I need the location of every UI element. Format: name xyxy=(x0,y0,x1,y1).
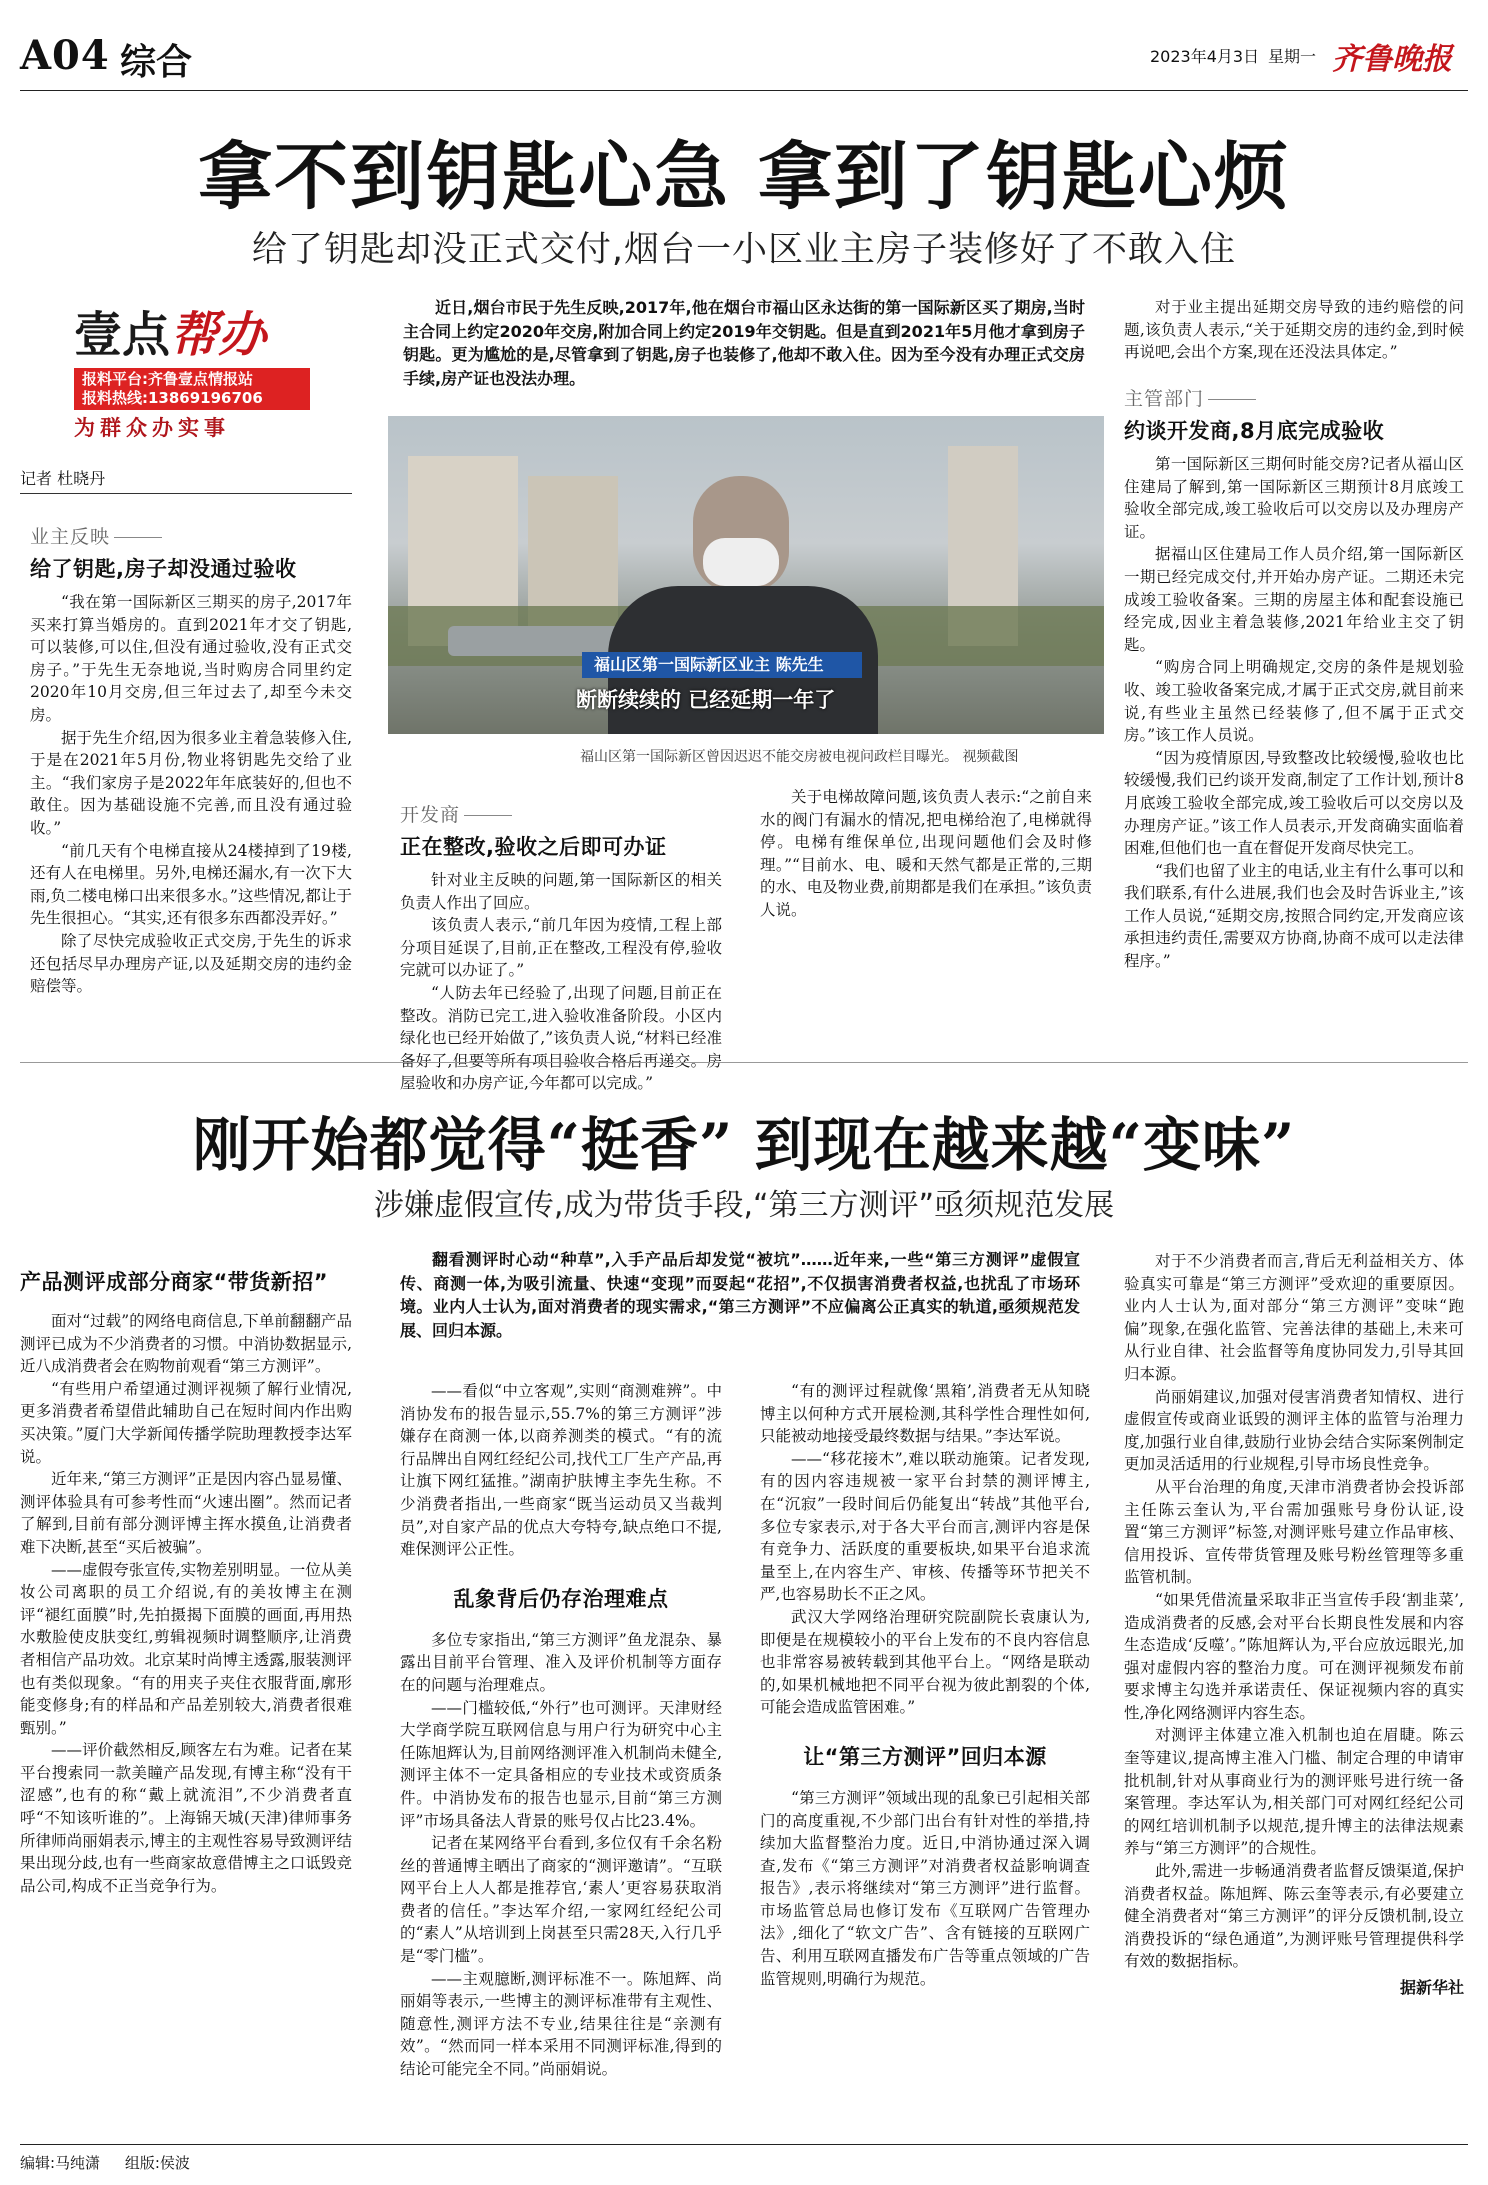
paragraph: 多位专家指出,“第三方测评”鱼龙混杂、暴露出目前平台管理、准入及评价机制等方面存在的问题与治理难点。 xyxy=(400,1630,722,1694)
paragraph: “我在第一国际新区三期买的房子,2017年买来打算当婚房的。直到2021年才交了钥匙,可以装修,可以住,但没有通过验收,没有正式交房子。”于先生无奈地说,当时购房合同里约定2020年10月交房,但三年过去了,却至今未交房。 xyxy=(30,593,352,724)
article2-section-1 xyxy=(20,1262,352,1897)
column-logo xyxy=(74,296,364,440)
paragraph: 武汉大学网络治理研究院副院长袁康认为,即便是在规模较小的平台上发布的不良内容信息也非常容易被转载到其他平台上。“网络是联动的,如果机械地把不同平台视为彼此割裂的个体,可能会造成监管困难。” xyxy=(760,1607,1090,1717)
paragraph: ——虚假夸张宣传,实物差别明显。一位从美妆公司离职的员工介绍说,有的美妆博主在测评“褪红面膜”时,先拍摄揭下面膜的画面,再用热水敷脸使皮肤变红,剪辑视频时调整顺序,让消费者相信产品功效。北京某时尚博主透露,服装测评也有类似现象。“有的用夹子夹住衣服背面,廓形能变修身;有的样品和产品差别较大,消费者很难甄别。” xyxy=(20,1560,352,1737)
article1-section-owner xyxy=(30,522,352,998)
column-logo-info-box xyxy=(74,368,310,410)
section-body xyxy=(400,1629,722,2081)
paragraph: ——看似“中立客观”,实则“商测难辨”。中消协发布的报告显示,55.7%的第三方测评”涉嫌存在商测一体,以商养测类的模式。“有的流行品牌出自网红经纪公司,找代工厂生产产品,再让旗下网红猛推。”湖南护肤博主李先生称。不少消费者指出,一些商家“既当运动员又当裁判员”,对自家产品的优点大夸特夸,缺点绝口不提,难保测评公正性。 xyxy=(400,1382,722,1559)
paragraph: 针对业主反映的问题,第一国际新区的相关负责人作出了回应。 xyxy=(400,871,722,912)
section-title: 乱象背后仍存治理难点 xyxy=(453,1586,669,1611)
column-logo-slogan: 为群众办实事 xyxy=(74,415,230,440)
paragraph: “前几天有个电梯直接从24楼掉到了19楼,还有人在电梯里。另外,电梯还漏水,有一次下大雨,负二楼电梯口出来很多水。”这些情况,都让于先生很担心。“其实,还有很多东西都没弄好。” xyxy=(30,841,352,928)
section-title: 产品测评成部分商家“带货新招” xyxy=(20,1270,329,1294)
section-body xyxy=(1124,453,1464,973)
article2-subheadline: 涉嫌虚假宣传,成为带货手段,“第三方测评”亟须规范发展 xyxy=(373,1188,1115,1223)
paragraph: ——主观臆断,测评标准不一。陈旭辉、尚丽娟等表示,一些博主的测评标准带有主观性、随意性,测评方法不专业,结果往往是“亲测有效”。“然而同一样本采用不同测评标准,得到的结论可能完全不同。”尚丽娟说。 xyxy=(400,1969,722,2079)
paragraph: ——“移花接木”,难以联动施策。记者发现,有的因内容违规被一家平台封禁的测评博主,在“沉寂”一段时间后仍能复出“转战”其他平台,多位专家表示,对于各大平台而言,测评内容是保有竞争力、活跃度的重要板块,如果平台追求流量至上,在内容生产、审核、传播等环节把关不严,也容易助长不正之风。 xyxy=(760,1449,1090,1604)
article1-subheadline: 给了钥匙却没正式交付,烟台一小区业主房子装修好了不敢入住 xyxy=(251,230,1237,270)
paragraph: 关于电梯故障问题,该负责人表示:“之前自来水的阀门有漏水的情况,把电梯给泡了,电梯就得停。电梯有维保单位,出现问题他们会及时修理。”“目前水、电、暖和天然气都是正常的,三期的水、电及物业费,前期都是我们在承担。”该负责人说。 xyxy=(760,788,1092,919)
section-body xyxy=(760,1380,1090,1719)
footer-layout: 组版:侯波 xyxy=(124,2154,190,2172)
section-body xyxy=(20,1310,352,1897)
section-body xyxy=(30,591,352,998)
paragraph: 从平台治理的角度,天津市消费者协会投诉部主任陈云奎认为,平台需加强账号身份认证,设置“第三方测评”标签,对测评账号建立作品审核、信用投诉、宣传带货管理及账号粉丝管理等多重监管机制。 xyxy=(1124,1477,1464,1587)
paragraph: 对于业主提出延期交房导致的违约赔偿的问题,该负责人表示,“关于延期交房的违约金,到时候再说吧,会出个方案,现在还没法具体定。” xyxy=(1124,298,1464,362)
reporter-byline: 记者 杜晓丹 xyxy=(20,466,352,494)
article1-developer-continued xyxy=(760,786,1092,922)
section-kicker: 主管部门 xyxy=(1124,384,1464,411)
paragraph: “因为疫情原因,导致整改比较缓慢,验收也比较缓慢,我们已约谈开发商,制定了工作计划,预计8月底竣工验收全部完成,竣工验收后可以交房以及办理房产证。”该工作人员表示,开发商确实面临着困难,但他们也一直在督促开发商尽快完工。 xyxy=(1124,748,1464,858)
section-title: 正在整改,验收之后即可办证 xyxy=(400,835,667,859)
paragraph: 该负责人表示,“前几年因为疫情,工程上部分项目延误了,目前,正在整改,工程没有停,验收完就可以办证了。” xyxy=(400,916,722,980)
paragraph: 除了尽快完成验收正式交房,于先生的诉求还包括尽早办理房产证,以及延期交房的违约金赔偿等。 xyxy=(30,931,352,996)
page-code: A04 xyxy=(20,32,110,79)
issue-date: 2023年4月3日 xyxy=(1150,47,1260,66)
paragraph: “如果凭借流量采取非正当宣传手段‘割韭菜’,造成消费者的反感,会对平台长期良性发展和内容生态造成‘反噬’。”陈旭辉认为,平台应放远眼光,加强对虚假内容的整治力度。可在测评视频发布前要求博主勾选并承诺责任、保证视频内容的真实性,净化网络测评内容生态。 xyxy=(1124,1590,1464,1722)
article2-lead: 翻看测评时心动“种草”,入手产品后却发觉“被坑”……近年来,一些“第三方测评”虚假宣传、商测一体,为吸引流量、快速“变现”而耍起“花招”,不仅损害消费者权益,也扰乱了市场环境。业内人士认为,面对消费者的现实需求,“第三方测评”不应偏离公正真实的轨道,亟须规范发展、回归本源。 xyxy=(400,1250,1080,1340)
paragraph: “有的测评过程就像‘黑箱’,消费者无从知晓博主以何种方式开展检测,其科学性合理性如何,只能被动地接受最终数据与结果。”李达军说。 xyxy=(760,1382,1090,1446)
paragraph: “我们也留了业主的电话,业主有什么事可以和我们联系,有什么进展,我们也会及时告诉业主,”该工作人员说,“延期交房,按照合同约定,开发商应该承担违约责任,需要双方协商,协商不成可以走法律程序。” xyxy=(1124,861,1464,971)
issue-weekday: 星期一 xyxy=(1268,47,1317,66)
paragraph: 对测评主体建立准入机制也迫在眉睫。陈云奎等建议,提高博主准入门槛、制定合理的申请审批机制,针对从事商业行为的测评账号进行统一备案管理。李达军认为,相关部门可对网红经纪公司的网红培训机制予以规范,提升博主的法律法规素养与“第三方测评”的合规性。 xyxy=(1124,1726,1464,1858)
section-body xyxy=(760,1787,1090,1990)
section-body xyxy=(400,1380,722,1561)
photo-subtitle: 断断续续的 已经延期一年了 xyxy=(576,688,836,712)
article2-headline: 刚开始都觉得“挺香” 到现在越来越“变味” xyxy=(192,1111,1296,1179)
footer xyxy=(20,2152,190,2173)
paragraph: ——门槛较低,“外行”也可测评。天津财经大学商学院互联网信息与用户行为研究中心主任陈旭辉认为,目前网络测评准入机制尚未健全,测评主体不一定具备相应的专业技术或资质条件。中消协发布的报告也显示,目前“第三方测评”市场具备法人背景的账号仅占比23.4%。 xyxy=(400,1698,722,1830)
news-photo xyxy=(388,416,1104,734)
section-name: 综合 xyxy=(120,42,193,83)
section-kicker: 业主反映 xyxy=(30,522,352,549)
paragraph: 近年来,“第三方测评”正是因内容凸显易懂、测评体验具有可参考性而“火速出圈”。然而记者了解到,目前有部分测评博主挥水摸鱼,让消费者难下决断,甚至“买后被骗”。 xyxy=(20,1470,352,1556)
paragraph: 此外,需进一步畅通消费者监督反馈渠道,保护消费者权益。陈旭辉、陈云奎等表示,有必要建立健全消费者对“第三方测评”的评分反馈机制,设立消费投诉的“绿色通道”,为测评账号管理提供科学有效的数据指标。 xyxy=(1124,1862,1464,1971)
column-logo-hotline: 报料热线:13869196706 xyxy=(82,389,263,407)
article2-column-4 xyxy=(1124,1250,1464,1998)
column-logo-platform: 报料平台:齐鲁壹点情报站 xyxy=(82,370,253,388)
paragraph: 对于不少消费者而言,背后无利益相关方、体验真实可靠是“第三方测评”受欢迎的重要原因。业内人士认为,面对部分“第三方测评”变味“跑偏”现象,在强化监管、完善法律的基础上,未来可从行业自律、社会监督等角度协同发力,引导其回归本源。 xyxy=(1124,1252,1464,1383)
section-title: 让“第三方测评”回归本源 xyxy=(803,1744,1047,1769)
article2-column-2 xyxy=(400,1380,722,2081)
section-title: 给了钥匙,房子却没通过验收 xyxy=(30,557,297,581)
paragraph: 记者在某网络平台看到,多位仅有千余名粉丝的普通博主晒出了商家的“测评邀请”。“互联网平台上人人都是推荐官,‘素人’更容易获取消费者的信任。”李达军介绍,一家网红经纪公司的“素人”从培训到上岗甚至只需28天,入行几乎是“零门槛”。 xyxy=(400,1834,722,1966)
paragraph: “购房合同上明确规定,交房的条件是规划验收、竣工验收备案完成,才属于正式交房,就目前来说,有些业主虽然已经装修了,但不属于正式交房。”该工作人员说。 xyxy=(1124,658,1464,745)
paragraph: “第三方测评”领域出现的乱象已引起相关部门的高度重视,不少部门出台有针对性的举措,持续加大监督整治力度。近日,中消协通过深入调查,发布《“第三方测评”对消费者权益影响调查报告》,表示将继续对“第三方测评”进行监督。市场监管总局也修订发布《互联网广告管理办法》,细化了“软文广告”、含有链接的互联网广告、利用互联网直播发布广告等重点领域的广告监管规则,明确行为规范。 xyxy=(760,1788,1090,1988)
header-rule xyxy=(20,90,1468,91)
article1-lead: 近日,烟台市民于先生反映,2017年,他在烟台市福山区永达街的第一国际新区买了期房,当时主合同上约定2020年交房,附加合同上约定2019年交钥匙。但是直到2021年5月他才拿到房子钥匙。更为尴尬的是,尽管拿到了钥匙,房子也装修了,他却不敢入住。因为至今没有办理正式交房手续,房产证也没法办理。 xyxy=(403,298,1085,388)
column-logo-name-a: 壹点 xyxy=(74,307,171,363)
article1-compensation-para xyxy=(1124,296,1464,364)
article1-headline: 拿不到钥匙心急 拿到了钥匙心烦 xyxy=(198,134,1290,220)
footer-rule xyxy=(20,2144,1468,2145)
paragraph: “人防去年已经验了,出现了问题,目前正在整改。消防已完工,进入验收准备阶段。小区内绿化也已经开始做了,”该负责人说,“材料已经准备好了,但要等所有项目验收合格后再递交。房屋验收和办房产证,今年都可以完成。” xyxy=(400,983,722,1093)
photo-person-mask xyxy=(703,538,779,586)
paragraph: 第一国际新区三期何时能交房?记者从福山区住建局了解到,第一国际新区三期预计8月底竣工验收全部完成,竣工验收后可以交房以及办理房产证。 xyxy=(1124,455,1464,541)
paragraph: 据于先生介绍,因为很多业主着急装修入住,于是在2021年5月份,物业将钥匙先交给了业主。“我们家房子是2022年年底装好的,但也不敢住。因为基础设施不完善,而且没有通过验收。” xyxy=(30,728,352,837)
paragraph: “有些用户希望通过测评视频了解行业情况,更多消费者希望借此辅助自己在短时间内作出购买决策。”厦门大学新闻传播学院助理教授李达军说。 xyxy=(20,1379,352,1466)
article1-section-department xyxy=(1124,384,1464,973)
paragraph: 面对“过载”的网络电商信息,下单前翻翻产品测评已成为不少消费者的习惯。中消协数据显示,近八成消费者会在购物前观看“第三方测评”。 xyxy=(20,1312,352,1376)
section-title: 约谈开发商,8月底完成验收 xyxy=(1124,419,1385,443)
article2-source: 据新华社 xyxy=(1399,1978,1464,1997)
section-kicker: 开发商 xyxy=(400,800,722,827)
footer-editor: 编辑:马纯潇 xyxy=(20,2154,101,2172)
paragraph: 尚丽娟建议,加强对侵害消费者知情权、进行虚假宣传或商业诋毁的测评主体的监管与治理力度,加强行业自律,鼓励行业协会结合实际案例制定更加灵活适用的行业规程,引导市场良性竞争。 xyxy=(1124,1387,1464,1474)
paper-logo: 齐鲁晚报 xyxy=(1332,42,1452,77)
photo-name-bar: 福山区第一国际新区业主 陈先生 xyxy=(582,652,862,678)
photo-caption: 福山区第一国际新区曾因迟迟不能交房被电视问政栏目曝光。 视频截图 xyxy=(580,749,1019,765)
section-body xyxy=(1124,1250,1464,1973)
article-divider xyxy=(20,1062,1468,1063)
page-header xyxy=(20,28,1468,88)
paragraph: 据福山区住建局工作人员介绍,第一国际新区一期已经完成交付,并开始办房产证。二期还未完成竣工验收备案。三期的房屋主体和配套设施已经完成,因业主着急装修,2021年给业主交了钥匙。 xyxy=(1124,545,1464,654)
paragraph: ——评价截然相反,顾客左右为难。记者在某平台搜索同一款美瞳产品发现,有博主称“没有干涩感”,也有的称“戴上就流泪”,不少消费者直呼“不知该听谁的”。上海锦天城(天津)律师事务所律师尚丽娟表示,博主的主观性容易导致测评结果出现分歧,也有一些商家故意借博主之口诋毁竞品公司,构成不正当竞争行为。 xyxy=(20,1741,352,1895)
column-logo-name-b: 帮办 xyxy=(170,307,267,363)
article1-section-developer xyxy=(400,800,722,1095)
article2-column-3 xyxy=(760,1380,1090,1990)
